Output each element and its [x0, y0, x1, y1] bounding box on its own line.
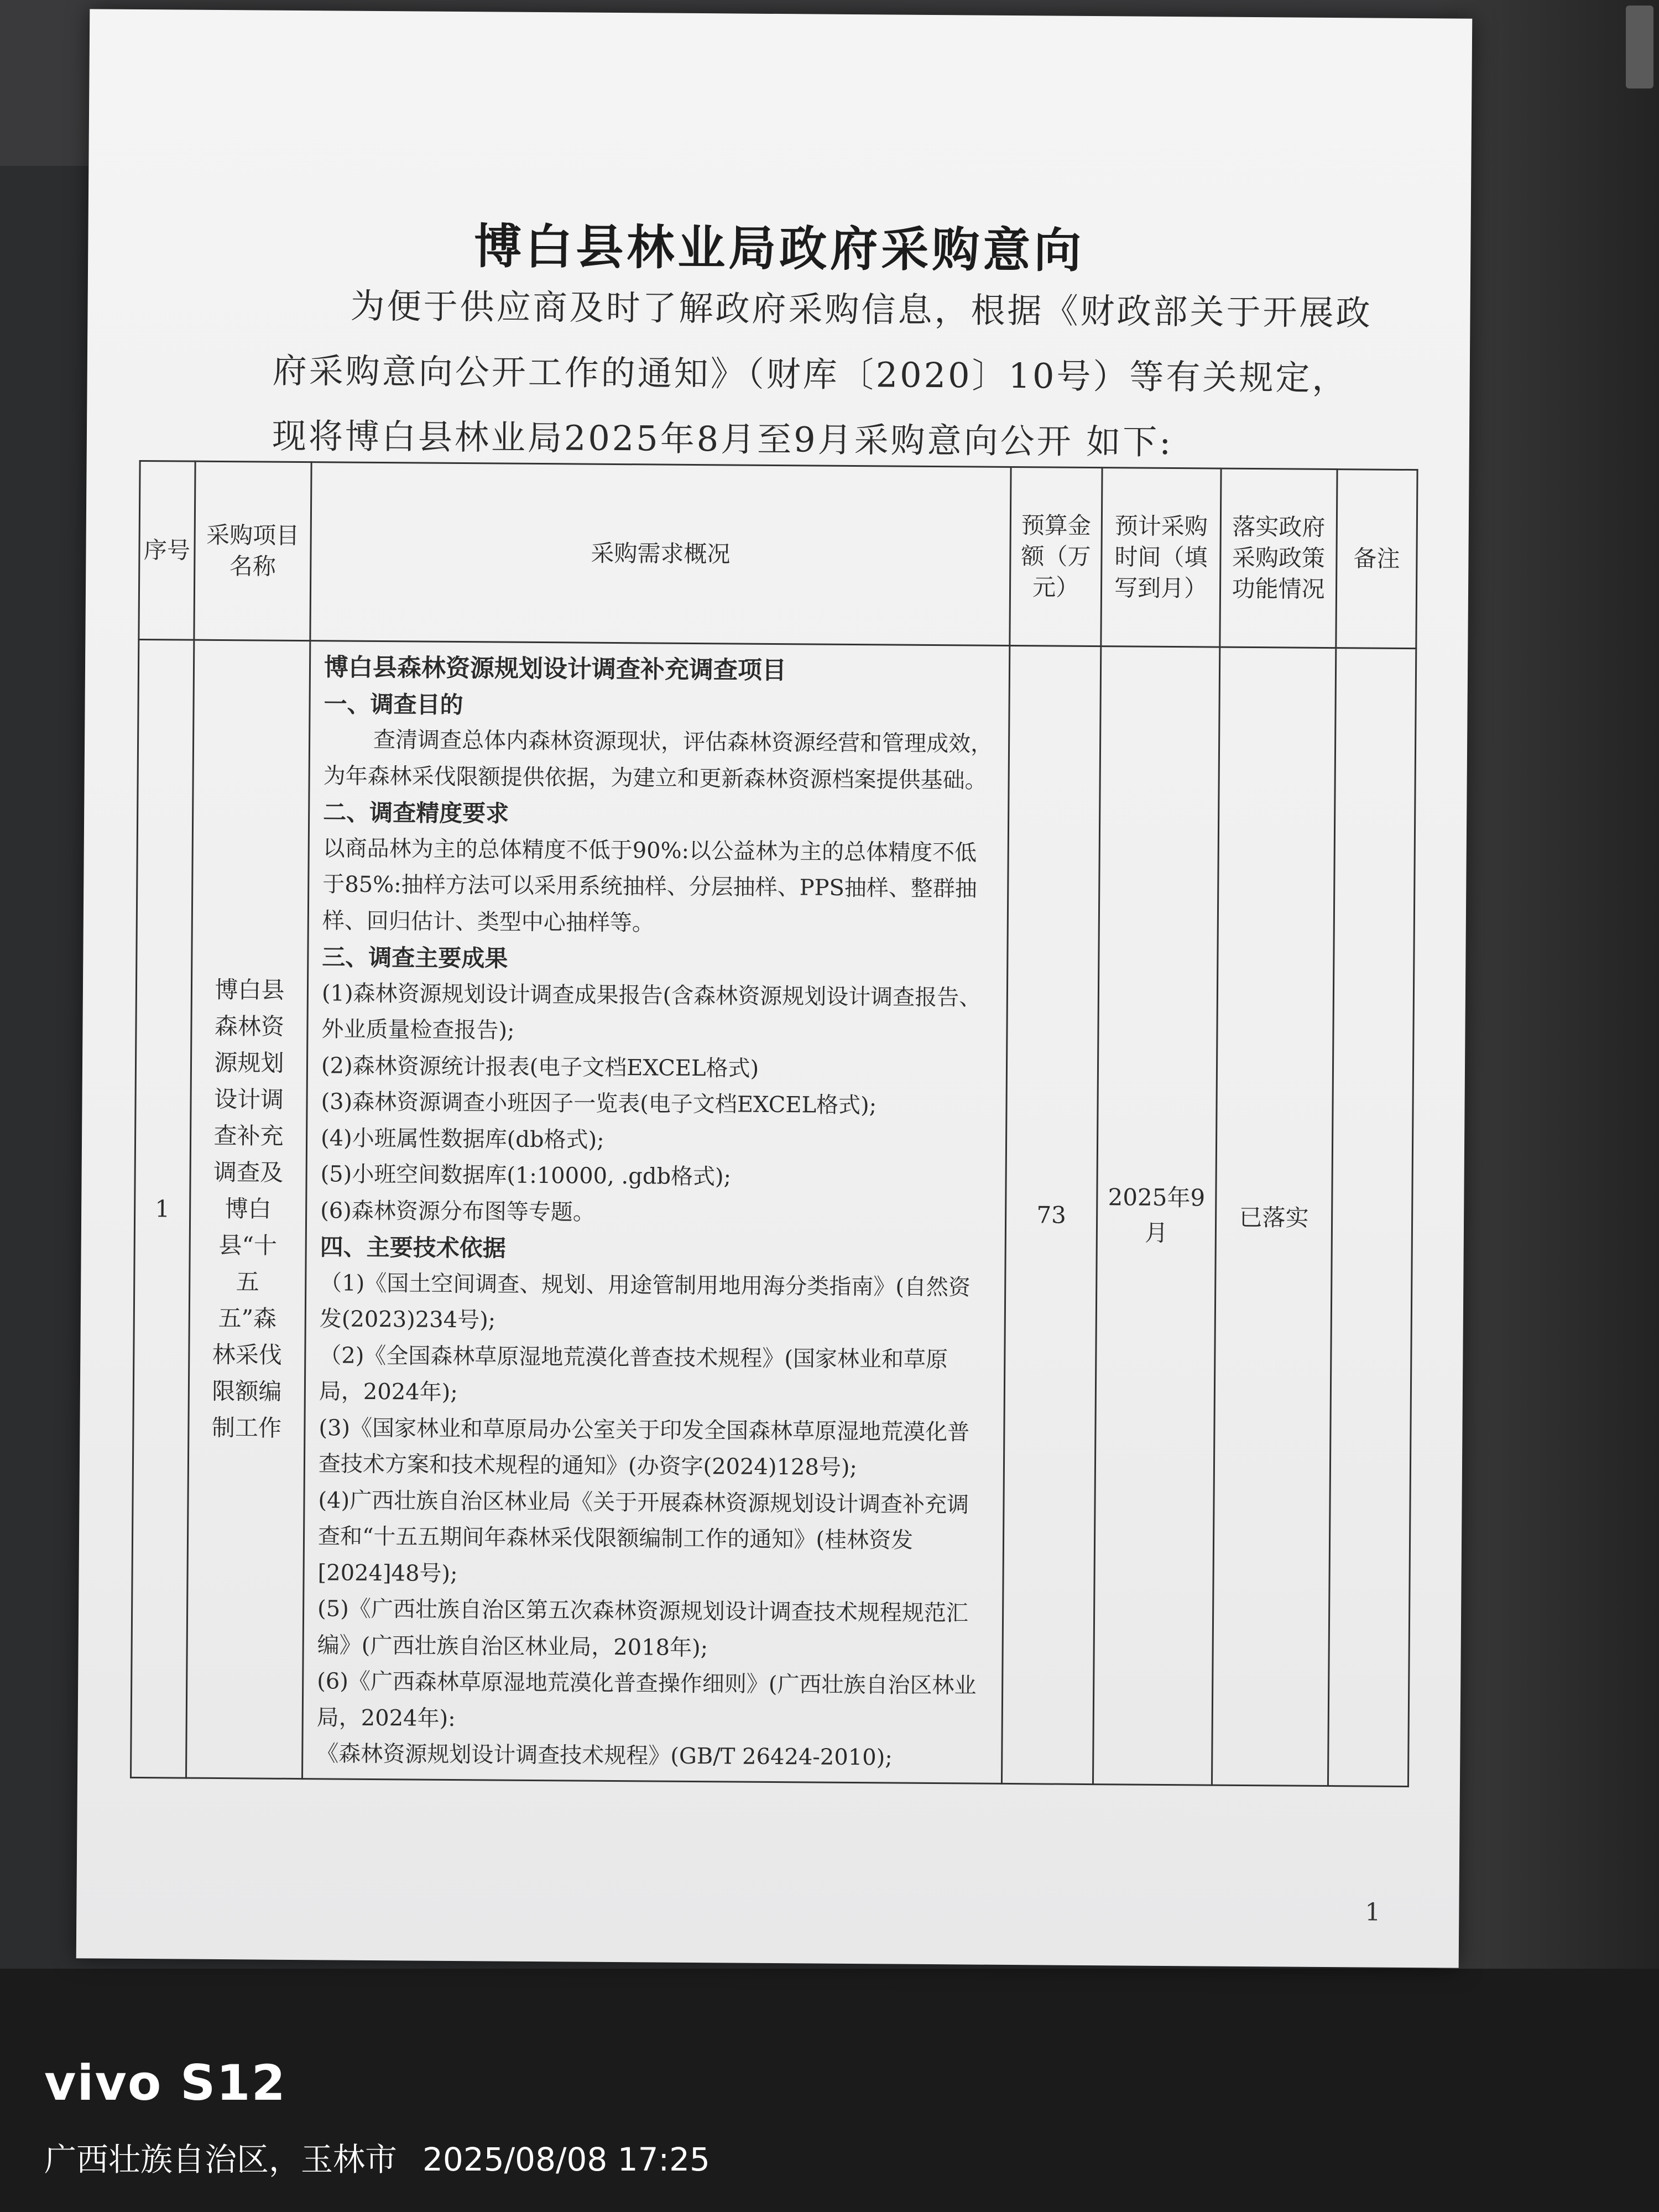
- header-desc: 采购需求概况: [310, 462, 1011, 646]
- desc-result-item: (5)小班空间数据库(1:10000, .gdb格式);: [320, 1161, 732, 1190]
- header-num: 序号: [139, 461, 195, 640]
- desc-heading-precision: 二、调查精度要求: [323, 799, 509, 827]
- desc-text-purpose: 查清调查总体内森林资源现状，评估森林资源经营和管理成效，为年森林采伐限额提供依据，为建立和更新森林资源档案提供基础。: [323, 727, 993, 794]
- background-desk-right: [1438, 0, 1659, 2046]
- desc-basis-item: (6)《广西森林草原湿地荒漠化普查操作细则》(广西壮族自治区林业局，2024年):: [316, 1668, 977, 1731]
- header-note: 备注: [1336, 469, 1417, 649]
- page-number: 1: [1365, 1898, 1381, 1927]
- procurement-table: [130, 460, 1418, 1787]
- cell-project-name: 博白县森林资源规划设计调查补充调查及博白县“十五五”森林采伐限额编制工作: [186, 640, 310, 1778]
- cell-note: [1328, 648, 1416, 1786]
- desc-title: 博白县森林资源规划设计调查补充调查项目: [324, 653, 787, 685]
- desc-basis-item: （1)《国土空间调查、规划、用途管制用地用海分类指南》(自然资发(2023)234号);: [319, 1270, 971, 1333]
- table-header-row: [139, 461, 1417, 648]
- desc-result-item: (6)森林资源分布图等专题。: [320, 1197, 595, 1225]
- camera-watermark: [44, 2054, 710, 2180]
- desc-basis-item: (4)广西壮族自治区林业局《关于开展森林资源规划设计调查补充调查和“十五五期间年森林采伐限额编制工作的通知》(桂林资发[2024]48号);: [317, 1487, 969, 1587]
- cell-procurement-time: 2025年9月: [1093, 646, 1219, 1785]
- desc-heading-results: 三、调查主要成果: [322, 943, 508, 972]
- desc-result-item: (3)森林资源调查小班因子一览表(电子文档EXCEL格式);: [321, 1089, 877, 1119]
- desc-result-item: (1)森林资源规划设计调查成果报告(含森林资源规划设计调查报告、外业质量检查报告);: [321, 980, 982, 1044]
- header-name: 采购项目名称: [194, 461, 311, 640]
- header-policy: 落实政府采购政策功能情况: [1220, 468, 1337, 648]
- intro-paragraph: 为便于供应商及时了解政府采购信息，根据《财政部关于开展政府采购意向公开工作的通知》（财库〔2020〕10号）等有关规定，现将博白县林业局2025年8月至9月采购意向公开 如下:: [272, 285, 1373, 463]
- watermark-datetime: 2025/08/08 17:25: [422, 2141, 710, 2178]
- desc-basis-item: 《森林资源规划设计调查技术规程》(GB/T 26424-2010);: [316, 1741, 893, 1771]
- watermark-brand: vivo S12: [44, 2054, 286, 2111]
- document-title: 博白县林业局政府采购意向: [474, 219, 1085, 279]
- cell-num: 1: [131, 639, 194, 1777]
- desc-basis-item: (3)《国家林业和草原局办公室关于印发全国森林草原湿地荒漠化普查技术方案和技术规程的通知》(办资字(2024)128号);: [318, 1415, 970, 1481]
- cell-budget: 73: [1001, 645, 1100, 1784]
- desc-basis-item: （2)《全国森林草原湿地荒漠化普查技术规程》(国家林业和草原局，2024年);: [319, 1342, 948, 1406]
- background-object: [1626, 6, 1653, 88]
- desc-basis-item: (5)《广西壮族自治区第五次森林资源规划设计调查技术规程规范汇编》(广西壮族自治区林业局，2018年);: [317, 1596, 968, 1661]
- cell-policy-status: 已落实: [1212, 647, 1335, 1786]
- watermark-location: 广西壮族自治区，玉林市: [44, 2141, 398, 2178]
- table-row: [131, 639, 1416, 1786]
- desc-heading-basis: 四、主要技术依据: [320, 1233, 506, 1262]
- desc-result-item: (4)小班属性数据库(db格式);: [320, 1125, 604, 1153]
- paper-sheet: [76, 9, 1473, 1968]
- desc-text-precision: 以商品林为主的总体精度不低于90%:以公益林为主的总体精度不低于85%:抽样方法可以采用系统抽样、分层抽样、PPS抽样、整群抽样、回归估计、类型中心抽样等。: [322, 835, 978, 936]
- desc-heading-purpose: 一、调查目的: [324, 690, 463, 718]
- header-budget: 预算金额（万元）: [1010, 467, 1102, 646]
- cell-description: [302, 641, 1010, 1783]
- header-time: 预计采购时间（填写到月）: [1101, 468, 1221, 647]
- watermark-info: [44, 2133, 710, 2180]
- desc-result-item: (2)森林资源统计报表(电子文档EXCEL格式): [321, 1052, 759, 1082]
